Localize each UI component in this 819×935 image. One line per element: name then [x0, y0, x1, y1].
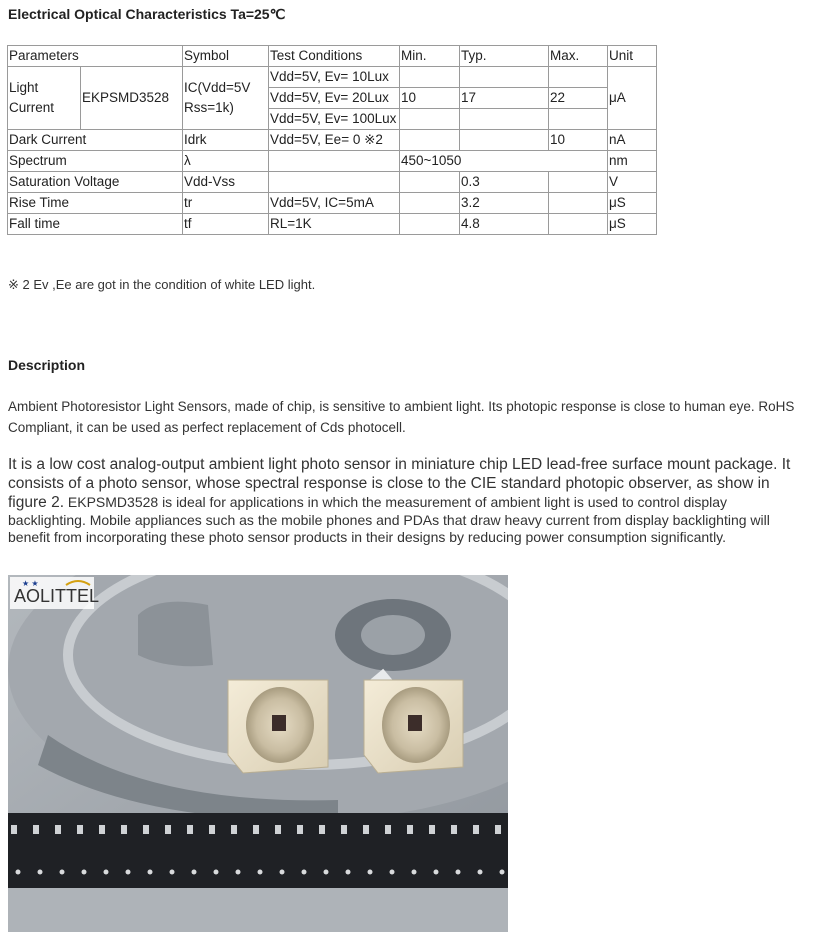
paragraph-small-text: EKPSMD3528 is ideal for applications in which the measurement of ambient light is used to control display backlighting. Mobile appliances such as the mobile phones and PDAs that draw heavy current from display backlighting will benefit from incorporating these photo sensor products in their designs by reducing power consumption significantly. [8, 494, 770, 545]
table-row [8, 67, 657, 88]
unit-cell: nm [608, 151, 657, 172]
characteristics-table [7, 45, 657, 235]
col-header: Symbol [183, 46, 269, 67]
min-cell: 10 [400, 88, 460, 109]
param-cell: Spectrum [8, 151, 183, 172]
footnote: ※ 2 Ev ,Ee are got in the condition of white LED light. [8, 277, 316, 292]
unit-cell: nA [608, 130, 657, 151]
typ-cell: 17 [460, 88, 549, 109]
description-paragraph-1: Ambient Photoresistor Light Sensors, made of chip, is sensitive to ambient light. Its photopic response is close to human eye. RoHS Compliant, it can be used as perfect replacement of Cds photocell. [8, 399, 795, 435]
condition-cell: Vdd=5V, Ev= 20Lux [269, 88, 400, 109]
table-row [8, 130, 657, 151]
unit-cell: μS [608, 193, 657, 214]
symbol-cell: Vdd-Vss [183, 172, 269, 193]
param-cell: Light Current [8, 67, 81, 130]
condition-cell: RL=1K [269, 214, 400, 235]
typ-cell: 3.2 [460, 193, 549, 214]
typ-cell [460, 130, 549, 151]
max-cell: 10 [549, 130, 608, 151]
paragraph-large-text: It is a low cost analog-output ambient light photo sensor in miniature chip LED lead-free surface mount package. It consists of a photo sensor, whose spectral response is close to the CIE standard photopic observer, as show in figure 2. [8, 456, 791, 511]
max-cell [549, 172, 608, 193]
table-row [8, 214, 657, 235]
typ-cell: 0.3 [460, 172, 549, 193]
min-cell [400, 109, 460, 130]
symbol-cell: Idrk [183, 130, 269, 151]
max-cell [549, 67, 608, 88]
unit-cell: μA [608, 67, 657, 130]
range-cell: 450~1050 [400, 151, 608, 172]
symbol-cell: IC(Vdd=5V Rss=1k) [183, 67, 269, 130]
condition-cell [269, 172, 400, 193]
unit-cell: V [608, 172, 657, 193]
condition-cell: Vdd=5V, Ee= 0 ※2 [269, 130, 400, 151]
col-header: Max. [549, 46, 608, 67]
condition-cell: Vdd=5V, Ev= 10Lux [269, 67, 400, 88]
min-cell [400, 193, 460, 214]
min-cell [400, 172, 460, 193]
col-header: Typ. [460, 46, 549, 67]
brand-logo: AOLITTEL [14, 586, 100, 606]
max-cell [549, 109, 608, 130]
svg-text:★ ★: ★ ★ [22, 579, 39, 588]
max-cell: 22 [549, 88, 608, 109]
param-cell: Saturation Voltage [8, 172, 183, 193]
product-photo [8, 575, 508, 932]
section-heading: Electrical Optical Characteristics Ta=25℃ [8, 6, 286, 22]
condition-cell: Vdd=5V, Ev= 100Lux [269, 109, 400, 130]
max-cell [549, 214, 608, 235]
unit-cell: μS [608, 214, 657, 235]
typ-cell [460, 109, 549, 130]
typ-cell [460, 67, 549, 88]
description-paragraph-2 [8, 455, 798, 546]
min-cell [400, 130, 460, 151]
model-cell: EKPSMD3528 [81, 67, 183, 130]
col-header: Unit [608, 46, 657, 67]
condition-cell: Vdd=5V, IC=5mA [269, 193, 400, 214]
max-cell [549, 193, 608, 214]
symbol-cell: tr [183, 193, 269, 214]
symbol-cell: tf [183, 214, 269, 235]
table-row [8, 193, 657, 214]
table-row [8, 172, 657, 193]
table-header-row [8, 46, 657, 67]
min-cell [400, 214, 460, 235]
symbol-cell: λ [183, 151, 269, 172]
min-cell [400, 67, 460, 88]
col-header: Test Conditions [269, 46, 400, 67]
col-header: Min. [400, 46, 460, 67]
typ-cell: 4.8 [460, 214, 549, 235]
description-heading: Description [8, 357, 86, 373]
table-row [8, 151, 657, 172]
param-cell: Rise Time [8, 193, 183, 214]
condition-cell [269, 151, 400, 172]
param-cell: Dark Current [8, 130, 183, 151]
col-header: Parameters [8, 46, 183, 67]
param-cell: Fall time [8, 214, 183, 235]
